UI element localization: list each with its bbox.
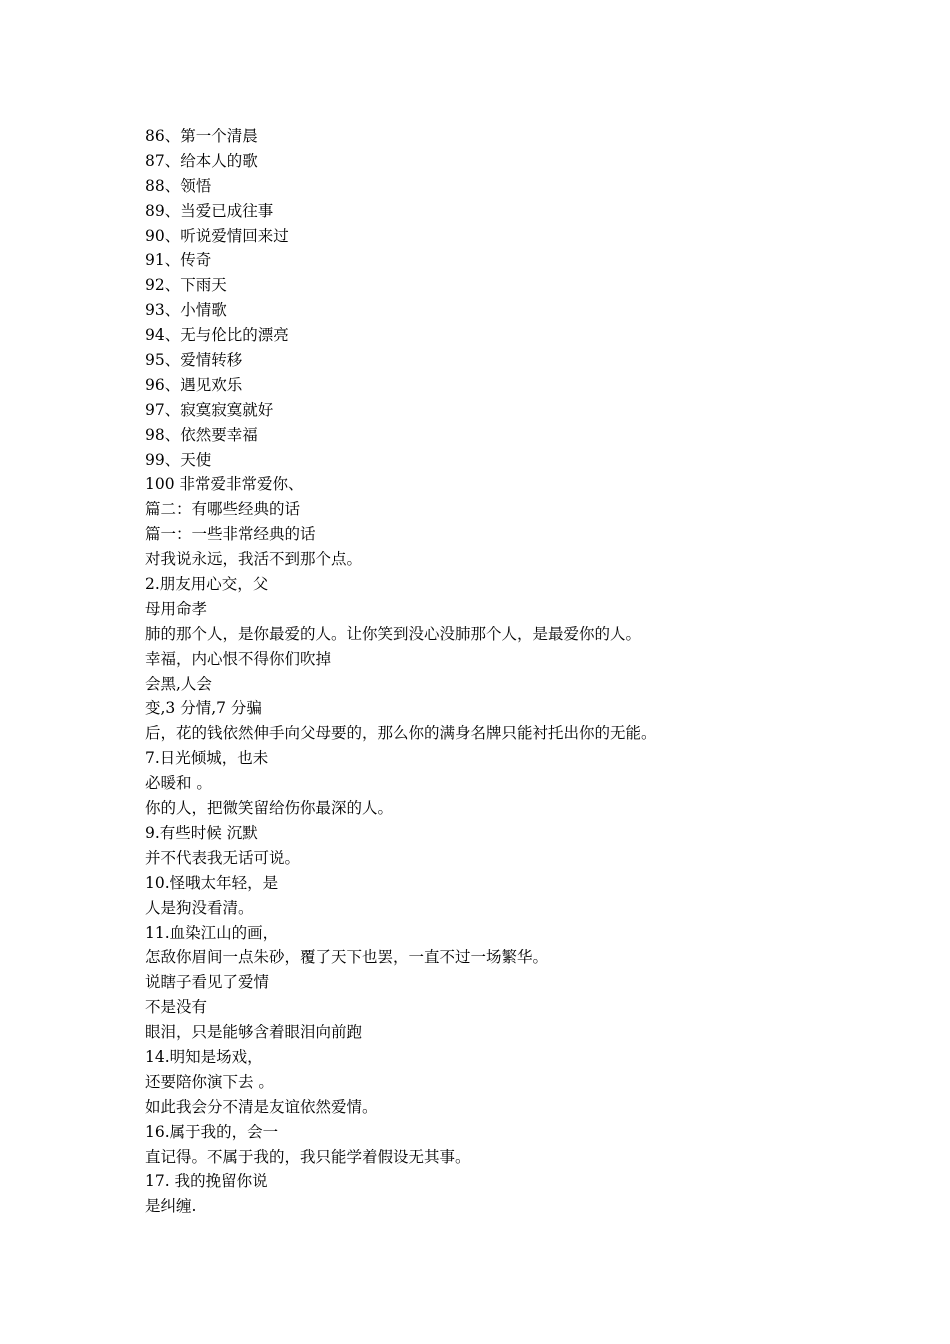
document-body [145, 124, 845, 1219]
text-line: 14.明知是场戏， [145, 1047, 263, 1066]
text-line: 幸福，内心恨不得你们吹掉 [145, 649, 332, 668]
text-line: 89、当爱已成往事 [145, 201, 274, 220]
text-line: 91、传奇 [145, 251, 212, 270]
text-line: 17. 我的挽留你说 [145, 1172, 268, 1191]
text-line: 眼泪，只是能够含着眼泪向前跑 [145, 1023, 363, 1042]
text-line: 直记得。不属于我的，我只能学着假设无其事。 [145, 1147, 471, 1166]
text-line: 你的人，把微笑留给伤你最深的人。 [145, 799, 394, 818]
text-line: 2.朋友用心交，父 [145, 575, 269, 594]
text-line: 11.血染江山的画， [145, 923, 279, 942]
text-line: 必暖和 。 [145, 774, 212, 793]
text-line: 变,3 分情,7 分骗 [145, 699, 262, 718]
text-line: 10.怪哦太年轻，是 [145, 873, 279, 892]
text-line: 如此我会分不清是友谊依然爱情。 [145, 1097, 378, 1116]
text-line: 说瞎子看见了爱情 [145, 973, 270, 992]
text-line: 篇一：一些非常经典的话 [145, 525, 316, 544]
text-line: 人是狗没看清。 [145, 898, 254, 917]
text-line: 97、寂寞寂寞就好 [145, 400, 274, 419]
text-line: 肺的那个人，是你最爱的人。让你笑到没心没肺那个人，是最爱你的人。 [145, 624, 642, 643]
text-line: 96、遇见欢乐 [145, 375, 243, 394]
text-line: 后，花的钱依然伸手向父母要的，那么你的满身名牌只能衬托出你的无能。 [145, 724, 657, 743]
text-line: 93、小情歌 [145, 301, 227, 320]
text-line: 是纠缠. [145, 1197, 197, 1216]
text-line: 会黑,人会 [145, 674, 212, 693]
text-line: 88、领悟 [145, 176, 212, 195]
text-line: 90、听说爱情回来过 [145, 226, 289, 245]
text-line: 98、依然要幸福 [145, 425, 258, 444]
text-line: 92、下雨天 [145, 276, 227, 295]
text-line: 7.日光倾城，也未 [145, 749, 269, 768]
text-line: 9.有些时候 沉默 [145, 823, 258, 842]
text-line: 母用命孝 [145, 599, 208, 618]
text-line: 16.属于我的，会一 [145, 1122, 279, 1141]
text-line: 94、无与伦比的漂亮 [145, 326, 289, 345]
text-line: 86、第一个清晨 [145, 127, 258, 145]
text-line: 100 非常爱非常爱你、 [145, 475, 304, 494]
text-line: 87、给本人的歌 [145, 151, 258, 170]
text-line: 并不代表我无话可说。 [145, 848, 301, 867]
text-line: 怎敌你眉间一点朱砂，覆了天下也罢，一直不过一场繁华。 [145, 948, 549, 967]
text-line: 99、天使 [145, 450, 212, 469]
text-line: 95、爱情转移 [145, 351, 243, 370]
text-line: 篇二：有哪些经典的话 [145, 500, 301, 519]
text-line: 不是没有 [145, 998, 208, 1017]
text-line: 对我说永远，我活不到那个点。 [145, 550, 363, 569]
text-line: 还要陪你演下去 。 [145, 1072, 274, 1091]
